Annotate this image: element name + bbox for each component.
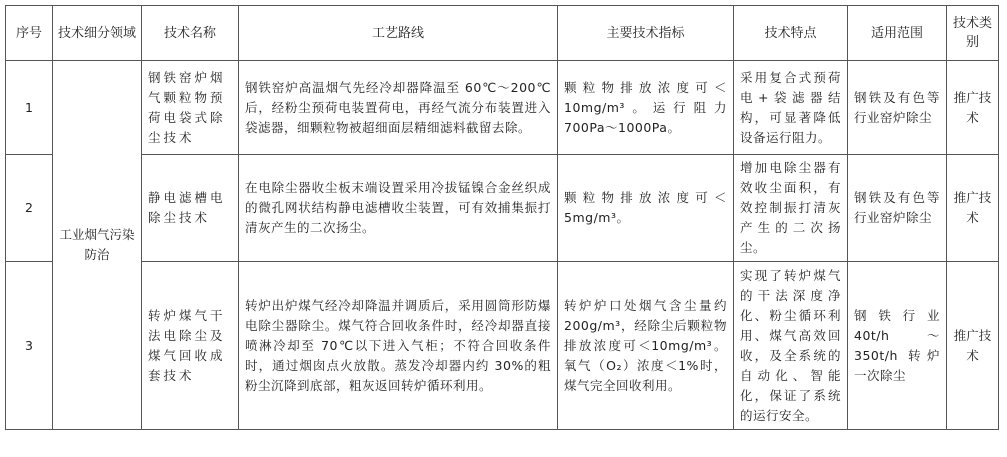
table-row	[6, 61, 999, 155]
applicable-scope: 钢铁及有色等行业窑炉除尘	[848, 155, 947, 262]
table-row	[6, 155, 999, 262]
main-indicators: 转炉炉口处烟气含尘量约 200g/m³，经除尘后颗粒物排放浓度可＜10mg/m³。氧气（O₂）浓度＜1%时，煤气完全回收利用。	[558, 262, 734, 430]
main-indicators: 颗粒物排放浓度可＜10mg/m³。运行阻力700Pa～1000Pa。	[558, 61, 734, 155]
process-route: 钢铁窑炉高温烟气先经冷却器降温至 60℃～200℃后，经粉尘预荷电装置荷电，再经气流分布装置进入袋滤器，细颗粒物被超细面层精细滤料截留去除。	[239, 61, 558, 155]
field-cell: 工业烟气污染防治	[53, 61, 142, 430]
tech-category: 推广技术	[947, 155, 999, 262]
header-category: 技术类别	[947, 6, 999, 61]
table-row	[6, 262, 999, 430]
tech-features: 实现了转炉煤气的干法深度净化、粉尘循环利用、煤气高效回收，及全系统的自动化、智能化，保证了系统的运行安全。	[734, 262, 848, 430]
applicable-scope: 钢铁行业40t/h～350t/h 转炉一次除尘	[848, 262, 947, 430]
header-row	[6, 6, 999, 61]
row-seq: 3	[6, 262, 53, 430]
header-features: 技术特点	[734, 6, 848, 61]
tech-category: 推广技术	[947, 61, 999, 155]
tech-name: 静电滤槽电除尘技术	[142, 155, 239, 262]
tech-features: 采用复合式预荷电+袋滤器结构，可显著降低设备运行阻力。	[734, 61, 848, 155]
process-route: 转炉出炉煤气经冷却降温并调质后，采用圆筒形防爆电除尘器除尘。煤气符合回收条件时，经冷却器直接喷淋冷却至 70℃以下进入气柜；不符合回收条件时，通过烟囱点火放散。蒸发冷却器内约 30%的粗粉尘沉降到底部，粗灰返回转炉循环利用。	[239, 262, 558, 430]
header-field: 技术细分领域	[53, 6, 142, 61]
header-scope: 适用范围	[848, 6, 947, 61]
row-seq: 2	[6, 155, 53, 262]
header-seq: 序号	[6, 6, 53, 61]
applicable-scope: 钢铁及有色等行业窑炉除尘	[848, 61, 947, 155]
row-seq: 1	[6, 61, 53, 155]
header-route: 工艺路线	[239, 6, 558, 61]
main-indicators: 颗粒物排放浓度可＜5mg/m³。	[558, 155, 734, 262]
tech-name: 钢铁窑炉烟气颗粒物预荷电袋式除尘技术	[142, 61, 239, 155]
tech-features: 增加电除尘器有效收尘面积，有效控制振打清灰产生的二次扬尘。	[734, 155, 848, 262]
tech-category: 推广技术	[947, 262, 999, 430]
table-container	[5, 5, 999, 430]
header-indicators: 主要技术指标	[558, 6, 734, 61]
tech-name: 转炉煤气干法电除尘及煤气回收成套技术	[142, 262, 239, 430]
technology-table	[5, 5, 999, 430]
process-route: 在电除尘器收尘板末端设置采用冷拔锰镍合金丝织成的微孔网状结构静电滤槽收尘装置，可有效捕集振打清灰产生的二次扬尘。	[239, 155, 558, 262]
header-name: 技术名称	[142, 6, 239, 61]
